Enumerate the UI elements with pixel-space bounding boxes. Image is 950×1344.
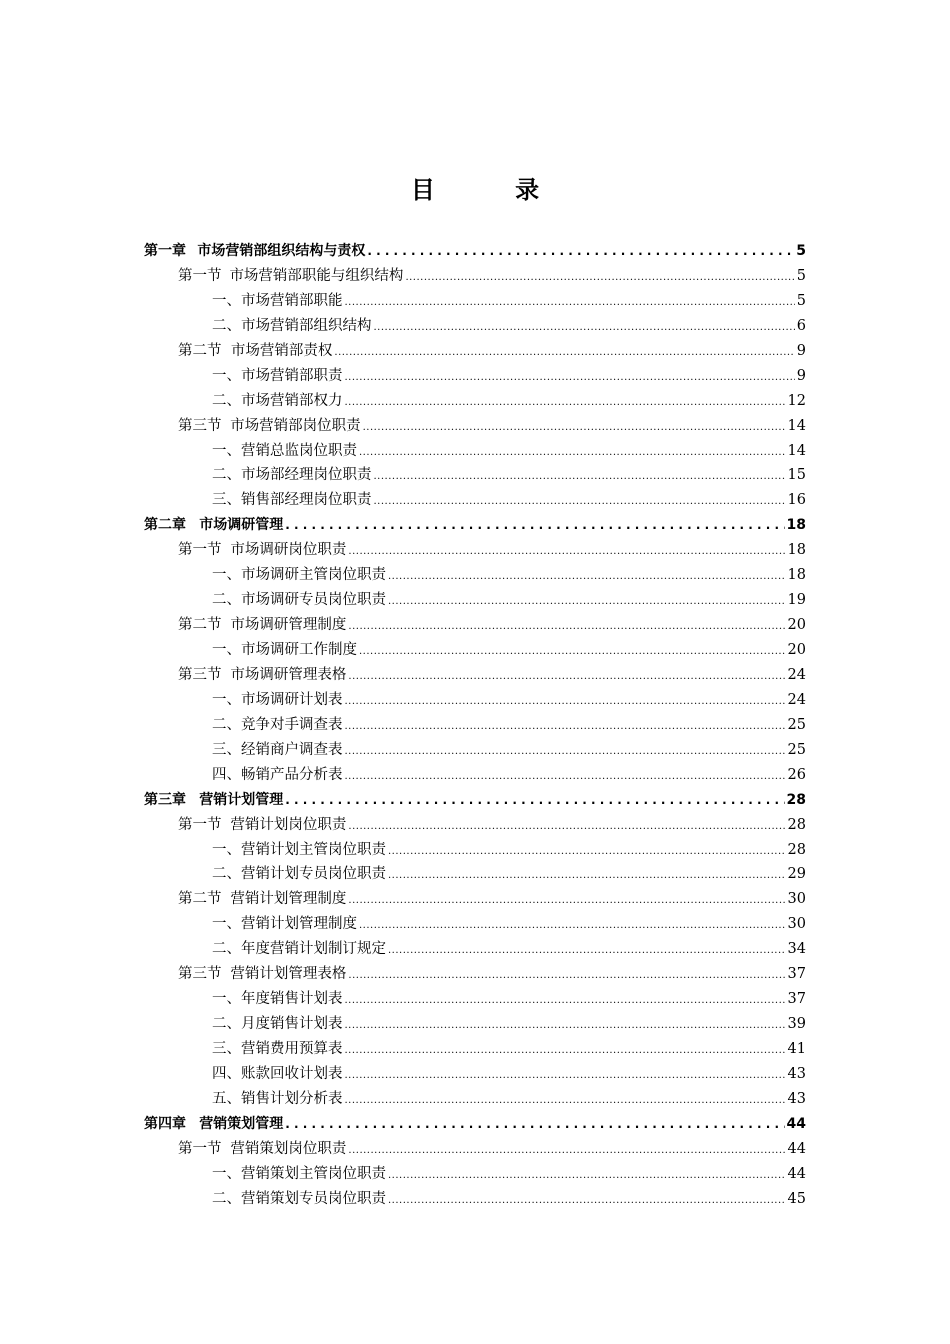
toc-subsection-entry[interactable]: [144, 738, 806, 763]
toc-page-number: 43: [787, 1065, 806, 1082]
toc-dot-leader: [345, 364, 795, 389]
toc-dot-leader: [388, 1162, 786, 1187]
toc-entry-prefix: 二、: [212, 592, 241, 609]
toc-subsection-entry[interactable]: [144, 289, 806, 314]
toc-subsection-entry[interactable]: [144, 1062, 806, 1087]
toc-entry-title: 年度销售计划表: [241, 991, 343, 1008]
toc-entry-prefix: 一、: [212, 916, 241, 933]
toc-entry-prefix: 二、: [212, 467, 241, 484]
toc-page-number: 20: [787, 642, 806, 658]
toc-dot-leader: [285, 1112, 784, 1137]
toc-page-number: 44: [787, 1165, 806, 1182]
toc-page-number: 18: [786, 517, 806, 534]
toc-entry-title: 营销计划管理制度: [241, 916, 357, 933]
toc-entry-prefix: 二、: [212, 941, 241, 958]
toc-entry-title: 市场调研专员岗位职责: [241, 592, 386, 609]
toc-dot-leader: [345, 738, 786, 763]
toc-dot-leader: [285, 513, 784, 538]
toc-page-number: 28: [787, 816, 806, 833]
toc-dot-leader: [388, 1187, 786, 1212]
toc-entry-prefix: 二、: [212, 1016, 241, 1033]
toc-page-number: 24: [787, 666, 806, 683]
toc-page-number: 14: [787, 442, 806, 459]
toc-subsection-entry[interactable]: [144, 763, 806, 788]
toc-dot-leader: [388, 838, 786, 863]
toc-section-entry[interactable]: [144, 1137, 806, 1162]
toc-page-number: 18: [787, 567, 806, 584]
toc-entry-title: 年度营销计划制订规定: [241, 941, 386, 958]
toc-entry-title: 营销策划管理: [199, 1115, 284, 1132]
toc-entry-title: 市场调研管理制度: [230, 617, 347, 634]
toc-entry-title: 营销策划岗位职责: [230, 1140, 347, 1157]
toc-entry-title: 市场调研主管岗位职责: [241, 567, 386, 584]
toc-page-number: 28: [786, 791, 806, 808]
toc-dot-leader: [345, 1037, 786, 1062]
toc-dot-leader: [348, 613, 785, 638]
toc-entry-title: 营销总监岗位职责: [241, 442, 357, 459]
toc-subsection-entry[interactable]: [144, 1187, 806, 1212]
toc-subsection-entry[interactable]: [144, 463, 806, 488]
toc-entry-title: 营销费用预算表: [241, 1041, 343, 1057]
toc-dot-leader: [388, 862, 786, 887]
toc-entry-title: 销售计划分析表: [241, 1090, 343, 1107]
toc-page-number: 6: [796, 317, 806, 334]
toc-entry-prefix: 三、: [212, 492, 241, 509]
toc-dot-leader: [345, 389, 786, 414]
toc-page-number: 41: [787, 1041, 806, 1057]
toc-dot-leader: [374, 488, 786, 513]
toc-dot-leader: [334, 339, 794, 364]
toc-entry-prefix: 三、: [212, 741, 241, 758]
toc-dot-leader: [348, 1137, 785, 1162]
page-title: 目 录: [410, 176, 576, 204]
toc-entry-prefix: 一、: [212, 442, 241, 459]
toc-dot-leader: [345, 987, 786, 1012]
toc-dot-leader: [359, 912, 786, 937]
toc-entry-prefix: 二、: [212, 392, 241, 409]
toc-section-entry[interactable]: [144, 414, 806, 439]
toc-entry-prefix: 一、: [212, 292, 241, 309]
toc-section-entry[interactable]: [144, 613, 806, 638]
toc-chapter-entry[interactable]: [144, 1112, 806, 1137]
toc-page-number: 15: [787, 467, 806, 484]
toc-entry-title: 市场营销部职能与组织结构: [229, 267, 404, 284]
toc-subsection-entry[interactable]: [144, 364, 806, 389]
toc-dot-leader: [348, 887, 785, 912]
toc-page-number: 45: [787, 1190, 806, 1207]
toc-entry-prefix: 二、: [212, 317, 241, 334]
toc-page-number: 26: [787, 766, 806, 783]
toc-subsection-entry[interactable]: [144, 862, 806, 887]
toc-entry-prefix: 第一章: [144, 243, 186, 259]
toc-page-number: 24: [787, 691, 806, 708]
toc-page-number: 19: [787, 592, 806, 609]
toc-section-entry[interactable]: [144, 813, 806, 838]
toc-chapter-entry[interactable]: [144, 788, 806, 813]
toc-section-entry[interactable]: [144, 663, 806, 688]
toc-entry-prefix: 第三节: [178, 417, 222, 434]
toc-entry-prefix: 第三章: [144, 791, 186, 808]
toc-entry-prefix: 第一节: [178, 816, 222, 833]
toc-entry-prefix: 二、: [212, 716, 241, 733]
table-of-contents: [144, 239, 806, 1212]
toc-entry-prefix: 一、: [212, 841, 241, 858]
toc-chapter-entry[interactable]: [144, 513, 806, 538]
toc-entry-title: 市场调研岗位职责: [230, 542, 347, 559]
toc-page-number: 16: [787, 492, 806, 509]
toc-entry-prefix: 四、: [212, 766, 241, 783]
toc-entry-prefix: 五、: [212, 1090, 241, 1107]
toc-entry-prefix: 二、: [212, 1190, 241, 1207]
toc-entry-prefix: 第二章: [144, 517, 186, 534]
toc-subsection-entry[interactable]: [144, 1037, 806, 1062]
toc-page-number: 29: [787, 866, 806, 883]
toc-dot-leader: [345, 289, 795, 314]
toc-chapter-entry[interactable]: [144, 239, 806, 264]
toc-entry-prefix: 二、: [212, 866, 241, 883]
toc-page-number: 25: [787, 741, 806, 758]
toc-dot-leader: [285, 788, 784, 813]
toc-entry-prefix: 一、: [212, 367, 241, 384]
toc-subsection-entry[interactable]: [144, 912, 806, 937]
toc-dot-leader: [348, 962, 785, 987]
toc-subsection-entry[interactable]: [144, 588, 806, 613]
toc-subsection-entry[interactable]: [144, 563, 806, 588]
toc-entry-prefix: 一、: [212, 991, 241, 1008]
toc-entry-title: 营销计划管理表格: [230, 966, 347, 983]
toc-subsection-entry[interactable]: [144, 1087, 806, 1112]
toc-dot-leader: [345, 688, 786, 713]
toc-entry-prefix: 第一节: [178, 542, 222, 559]
toc-dot-leader: [345, 1087, 786, 1112]
toc-subsection-entry[interactable]: [144, 638, 806, 663]
toc-section-entry[interactable]: [144, 339, 806, 364]
toc-entry-prefix: 四、: [212, 1065, 241, 1082]
toc-subsection-entry[interactable]: [144, 314, 806, 339]
toc-entry-title: 市场营销部组织结构: [241, 317, 372, 334]
toc-entry-prefix: 第四章: [144, 1115, 186, 1132]
toc-entry-title: 市场部经理岗位职责: [241, 467, 372, 484]
toc-dot-leader: [405, 264, 794, 289]
toc-dot-leader: [388, 937, 786, 962]
toc-page-number: 44: [787, 1140, 806, 1157]
toc-entry-title: 营销策划专员岗位职责: [241, 1190, 386, 1207]
toc-subsection-entry[interactable]: [144, 713, 806, 738]
toc-subsection-entry[interactable]: [144, 987, 806, 1012]
toc-entry-title: 市场营销部组织结构与责权: [197, 243, 366, 259]
toc-page-number: 12: [787, 392, 806, 409]
toc-subsection-entry[interactable]: [144, 688, 806, 713]
toc-page-number: 5: [796, 267, 806, 284]
toc-dot-leader: [348, 538, 785, 563]
toc-entry-prefix: 一、: [212, 691, 241, 708]
toc-page-number: 5: [796, 243, 806, 259]
toc-dot-leader: [388, 563, 786, 588]
toc-page-number: 9: [796, 342, 806, 359]
toc-entry-title: 营销策划主管岗位职责: [241, 1165, 386, 1182]
toc-subsection-entry[interactable]: [144, 488, 806, 513]
toc-subsection-entry[interactable]: [144, 937, 806, 962]
toc-page-number: 9: [796, 367, 806, 384]
toc-entry-title: 市场调研管理表格: [230, 666, 347, 683]
toc-subsection-entry[interactable]: [144, 389, 806, 414]
toc-entry-title: 月度销售计划表: [241, 1016, 343, 1033]
toc-dot-leader: [374, 314, 795, 339]
toc-dot-leader: [345, 1012, 786, 1037]
toc-subsection-entry[interactable]: [144, 1162, 806, 1187]
toc-page-number: 25: [787, 716, 806, 733]
toc-entry-title: 经销商户调查表: [241, 741, 343, 758]
toc-page-number: 18: [787, 542, 806, 559]
toc-entry-title: 畅销产品分析表: [241, 766, 343, 783]
toc-dot-leader: [348, 663, 785, 688]
toc-entry-title: 市场营销部权力: [241, 392, 343, 409]
toc-subsection-entry[interactable]: [144, 1012, 806, 1037]
toc-dot-leader: [374, 463, 786, 488]
toc-entry-prefix: 第二节: [178, 342, 222, 359]
toc-entry-title: 营销计划管理: [199, 791, 284, 808]
toc-entry-prefix: 第一节: [178, 1140, 222, 1157]
toc-subsection-entry[interactable]: [144, 838, 806, 863]
toc-entry-prefix: 第三节: [178, 666, 222, 683]
toc-section-entry[interactable]: [144, 962, 806, 987]
toc-entry-title: 营销计划主管岗位职责: [241, 841, 386, 858]
toc-entry-prefix: 一、: [212, 1165, 241, 1182]
toc-page-number: 20: [787, 617, 806, 634]
toc-entry-title: 账款回收计划表: [241, 1065, 343, 1082]
toc-page-number: 43: [787, 1090, 806, 1107]
toc-dot-leader: [348, 813, 785, 838]
toc-entry-prefix: 第二节: [178, 891, 222, 908]
toc-page-number: 14: [787, 417, 806, 434]
toc-entry-prefix: 三、: [212, 1041, 241, 1057]
toc-page-number: 37: [787, 966, 806, 983]
toc-entry-title: 营销计划专员岗位职责: [241, 866, 386, 883]
toc-page-number: 30: [787, 916, 806, 933]
toc-entry-title: 市场营销部职责: [241, 367, 343, 384]
toc-entry-title: 市场调研管理: [199, 517, 284, 534]
toc-entry-title: 营销计划岗位职责: [230, 816, 347, 833]
toc-entry-title: 市场调研计划表: [241, 691, 343, 708]
toc-section-entry[interactable]: [144, 264, 806, 289]
toc-dot-leader: [388, 588, 786, 613]
toc-page-number: 5: [796, 292, 806, 309]
toc-entry-title: 市场营销部岗位职责: [230, 417, 361, 434]
toc-entry-title: 市场营销部责权: [230, 342, 333, 359]
toc-subsection-entry[interactable]: [144, 439, 806, 464]
toc-dot-leader: [367, 239, 794, 264]
toc-dot-leader: [345, 1062, 786, 1087]
toc-page-number: 39: [787, 1016, 806, 1033]
toc-entry-prefix: 第三节: [178, 966, 222, 983]
toc-dot-leader: [359, 638, 786, 663]
toc-dot-leader: [345, 763, 786, 788]
toc-entry-prefix: 一、: [212, 642, 241, 658]
toc-dot-leader: [345, 713, 786, 738]
toc-page-number: 30: [787, 891, 806, 908]
toc-dot-leader: [363, 414, 786, 439]
toc-entry-prefix: 一、: [212, 567, 241, 584]
toc-section-entry[interactable]: [144, 887, 806, 912]
toc-entry-title: 营销计划管理制度: [230, 891, 347, 908]
toc-page-number: 28: [787, 841, 806, 858]
toc-page-number: 34: [787, 941, 806, 958]
toc-entry-title: 竞争对手调查表: [241, 716, 343, 733]
toc-page-number: 37: [787, 991, 806, 1008]
toc-entry-title: 市场营销部职能: [241, 292, 343, 309]
toc-entry-prefix: 第一节: [178, 267, 222, 284]
toc-dot-leader: [359, 439, 786, 464]
toc-entry-title: 市场调研工作制度: [241, 642, 357, 658]
toc-section-entry[interactable]: [144, 538, 806, 563]
toc-entry-title: 销售部经理岗位职责: [241, 492, 372, 509]
toc-page-number: 44: [786, 1115, 806, 1132]
toc-entry-prefix: 第二节: [178, 617, 222, 634]
